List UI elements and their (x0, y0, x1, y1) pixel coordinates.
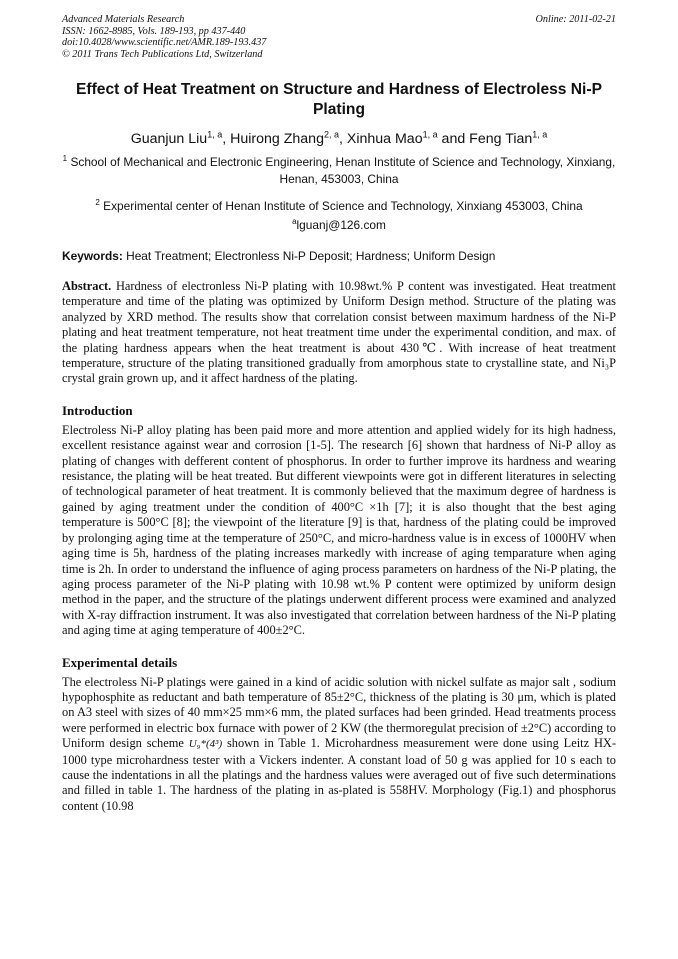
affiliation-number: 2 (95, 198, 100, 208)
author-affiliation-mark: 1, a (532, 129, 548, 140)
affiliation-2 (62, 198, 616, 215)
paper-title: Effect of Heat Treatment on Structure and Hardness of Electroless Ni-P Plating (76, 81, 602, 118)
uniform-design-symbol: U₉*(4³) (188, 738, 223, 751)
author-affiliation-mark: 2, a (323, 129, 339, 140)
introduction-paragraph: Electroless Ni-P alloy plating has been paid more and more attention and applied widely for its high hadness, excellent resistance against wear and corrosion [1-5]. The research [6] shown that hardness of Ni-P alloy as plating of changes with defferent content of phosphorus. In order to further improve its hardness and wearing resistance, the plating will be heat treated. But different viewpoints were got in different literatures in selecting of technological parameter of heat treatment. It is commonly believed that the maximum degree of hardness is gained by aging treatment under the condition of 400°C ×1h [7]; it is also thought that the best aging temperature is 500°C [8]; the viewpoint of the literature [9] is that, hardness of the plating could be improved by prolonging aging time at the temperature of 250°C, and micro-hardness value is in excess of 1000HV when aging time is 5h, hardness of the plating increases markedly with increase of aging temparature when aging time is 2h. In order to understand the influence of aging process parameters on hardness of the Ni-P plating, the aging process parameter of the Ni-P plating with 10.98 wt.% P content were optimized by uniform design method in the paper, and the structure of the platings underwent different process were examined and analyzed with X-ray diffraction instrument. It was also investigated that correlation between hardness of the Ni-P plating and aging time at aging temperature of 400±2°C. (62, 422, 616, 638)
experimental-paragraph (62, 675, 616, 815)
experimental-text-part-2: shown in Table 1. Microhardness measurement were done using Leitz HX-1000 type microhardness tester with a Vickers indenter. A constant load of 50 g was applied for 10 s each to cause the indentations in all the platings and the hardness values were averaged out of five such determinations and filled in table 1. The hardness of the plating in as-plated is 558HV. Morphology (Fig.1) and phosphorus content (10.98 (62, 736, 616, 813)
abstract (62, 279, 616, 387)
journal-issn: ISSN: 1662-8985, Vols. 189-193, pp 437-440 (62, 25, 246, 37)
journal-info (62, 14, 266, 60)
experimental-text-part-1: The electroless Ni-P platings were gained in a kind of acidic solution with nickel sulfate as major salt , sodium hypophosphite as reductant and bath temperature of 85±2°C, thickness of the plating is 30 μm, which is plated on A3 steel with sizes of 40 mm×25 mm×6 mm, the plated surfaces had been grinded. Head treatments process were performed in electric box furnace with power of 2 KW (the thermoregulat precision of ±2°C) according to Uniform design scheme (62, 674, 616, 751)
author-separator: , (338, 131, 347, 147)
abstract-text: Hardness of electronless Ni-P plating with 10.98wt.% P content was investigated. Heat treatment temperature and time of the plating was optimized by Uniform Design method. Structure of the plating was analyzed by XRD method. The results show that correlation consist between maximum hardness of the Ni-P plating and heat treatment temperature, not heat treatment time under the experimental condition, and max. of the plating hardness appears when the heat treatment is about 430℃. With increase of heat treatment temperature, structure of the plating transitioned gradually from amorphous state to crystalline state, and Ni₃P crystal grain grown up, and it affect hardness of the plating. (62, 279, 616, 386)
section-heading-experimental: Experimental details (62, 654, 178, 670)
journal-header (62, 14, 616, 60)
affiliation-1 (62, 154, 616, 188)
affiliation-text: Experimental center of Henan Institute of Science and Technology, Xinxiang 453003, China (103, 199, 583, 213)
journal-name: Advanced Materials Research (62, 14, 185, 25)
author-list (62, 130, 616, 148)
section-heading-introduction: Introduction (62, 402, 133, 418)
affiliation-text: School of Mechanical and Electronic Engineering, Henan Institute of Science and Technology, Xinxiang, Henan, 453003, China (70, 155, 616, 186)
journal-copyright: © 2011 Trans Tech Publications Ltd, Switzerland (62, 48, 263, 60)
author-affiliation-mark: 1, a (422, 129, 438, 140)
journal-doi: doi:10.4028/www.scientific.net/AMR.189-193.437 (62, 37, 267, 48)
author-name: Guanjun Liu (130, 131, 208, 147)
email-address[interactable]: lguanj@126.com (296, 218, 386, 232)
keywords (62, 248, 616, 265)
keywords-label: Keywords: (62, 249, 123, 263)
author-separator: and (437, 131, 470, 147)
online-date: Online: 2011-02-21 (535, 14, 616, 25)
author-name: Feng Tian (469, 131, 533, 147)
email-mark: a (292, 217, 297, 227)
author-name: Huirong Zhang (230, 131, 324, 147)
author-affiliation-mark: 1, a (207, 129, 223, 140)
abstract-label: Abstract. (62, 279, 112, 293)
author-separator: , (222, 131, 231, 147)
keywords-text: Heat Treatment; Electronless Ni-P Deposit; Hardness; Uniform Design (126, 249, 496, 263)
affiliation-number: 1 (62, 154, 68, 164)
author-email (62, 217, 616, 234)
author-name: Xinhua Mao (346, 131, 423, 147)
